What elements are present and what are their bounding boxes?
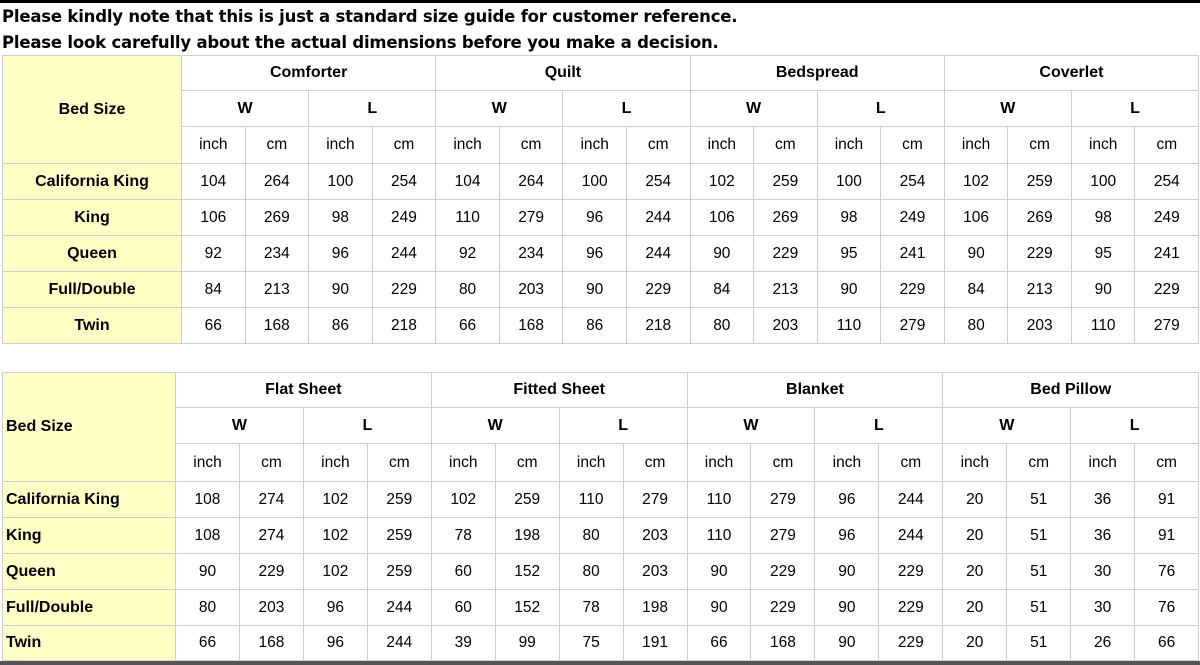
width-header: W xyxy=(687,408,815,444)
size-value-cell: 66 xyxy=(687,626,751,661)
size-value-cell: 241 xyxy=(881,236,945,272)
size-value-cell: 168 xyxy=(499,308,563,344)
size-value-cell: 229 xyxy=(1135,272,1199,308)
size-value-cell: 66 xyxy=(176,626,240,661)
size-value-cell: 110 xyxy=(817,308,881,344)
size-value-cell: 203 xyxy=(623,518,687,554)
bed-size-label: Queen xyxy=(3,554,176,590)
size-value-cell: 96 xyxy=(303,590,367,626)
size-value-cell: 30 xyxy=(1071,590,1135,626)
cm-unit-header: cm xyxy=(499,127,563,164)
length-header: L xyxy=(1071,91,1198,127)
size-value-cell: 78 xyxy=(559,590,623,626)
size-value-cell: 244 xyxy=(879,482,943,518)
category-coverlet-header: Coverlet xyxy=(944,56,1198,91)
size-value-cell: 279 xyxy=(751,482,815,518)
width-header: W xyxy=(176,408,304,444)
size-value-cell: 229 xyxy=(879,626,943,661)
cm-unit-header: cm xyxy=(751,444,815,482)
cm-unit-header: cm xyxy=(1135,444,1199,482)
size-value-cell: 90 xyxy=(815,590,879,626)
size-value-cell: 90 xyxy=(815,554,879,590)
size-table-sheets-blankets xyxy=(2,372,1199,661)
inch-unit-header: inch xyxy=(182,127,246,164)
size-value-cell: 234 xyxy=(499,236,563,272)
inch-unit-header: inch xyxy=(815,444,879,482)
size-value-cell: 229 xyxy=(239,554,303,590)
size-value-cell: 110 xyxy=(1071,308,1135,344)
size-value-cell: 203 xyxy=(623,554,687,590)
size-value-cell: 110 xyxy=(687,518,751,554)
size-value-cell: 90 xyxy=(815,626,879,661)
bed-size-label: California King xyxy=(3,482,176,518)
table-row xyxy=(3,164,1199,200)
size-guide-notes xyxy=(2,4,737,56)
size-value-cell: 36 xyxy=(1071,518,1135,554)
size-value-cell: 78 xyxy=(431,518,495,554)
size-value-cell: 279 xyxy=(751,518,815,554)
size-value-cell: 100 xyxy=(817,164,881,200)
size-value-cell: 168 xyxy=(245,308,309,344)
size-value-cell: 90 xyxy=(563,272,627,308)
inch-unit-header: inch xyxy=(309,127,373,164)
size-value-cell: 254 xyxy=(372,164,436,200)
size-value-cell: 66 xyxy=(182,308,246,344)
size-value-cell: 269 xyxy=(1008,200,1072,236)
size-value-cell: 51 xyxy=(1007,518,1071,554)
size-value-cell: 96 xyxy=(815,482,879,518)
size-value-cell: 269 xyxy=(754,200,818,236)
width-header: W xyxy=(944,91,1071,127)
size-value-cell: 168 xyxy=(751,626,815,661)
size-value-cell: 102 xyxy=(303,518,367,554)
cm-unit-header: cm xyxy=(367,444,431,482)
size-value-cell: 229 xyxy=(879,590,943,626)
category-comforter-header: Comforter xyxy=(182,56,436,91)
size-value-cell: 218 xyxy=(372,308,436,344)
top-border xyxy=(0,0,1200,3)
size-value-cell: 80 xyxy=(559,518,623,554)
size-value-cell: 259 xyxy=(754,164,818,200)
size-value-cell: 259 xyxy=(367,518,431,554)
size-value-cell: 80 xyxy=(176,590,240,626)
size-value-cell: 110 xyxy=(559,482,623,518)
size-value-cell: 90 xyxy=(690,236,754,272)
size-value-cell: 254 xyxy=(626,164,690,200)
size-value-cell: 229 xyxy=(751,590,815,626)
size-value-cell: 269 xyxy=(245,200,309,236)
table-row xyxy=(3,518,1199,554)
size-value-cell: 80 xyxy=(559,554,623,590)
table-row xyxy=(3,554,1199,590)
size-value-cell: 51 xyxy=(1007,626,1071,661)
size-value-cell: 102 xyxy=(690,164,754,200)
size-value-cell: 229 xyxy=(754,236,818,272)
size-value-cell: 20 xyxy=(943,482,1007,518)
size-value-cell: 110 xyxy=(436,200,500,236)
size-value-cell: 108 xyxy=(176,518,240,554)
dimension-header-row xyxy=(3,91,1199,127)
length-header: L xyxy=(559,408,687,444)
size-value-cell: 84 xyxy=(944,272,1008,308)
inch-unit-header: inch xyxy=(436,127,500,164)
size-value-cell: 104 xyxy=(436,164,500,200)
size-value-cell: 90 xyxy=(176,554,240,590)
bottom-border xyxy=(0,661,1200,665)
size-value-cell: 90 xyxy=(1071,272,1135,308)
size-value-cell: 20 xyxy=(943,554,1007,590)
width-header: W xyxy=(436,91,563,127)
category-bed-pillow-header: Bed Pillow xyxy=(943,373,1199,408)
note-line-1: Please kindly note that this is just a standard size guide for customer reference. xyxy=(2,7,738,26)
length-header: L xyxy=(309,91,436,127)
size-value-cell: 213 xyxy=(1008,272,1072,308)
category-quilt-header: Quilt xyxy=(436,56,690,91)
size-value-cell: 106 xyxy=(182,200,246,236)
size-value-cell: 91 xyxy=(1135,518,1199,554)
inch-unit-header: inch xyxy=(431,444,495,482)
size-value-cell: 96 xyxy=(815,518,879,554)
inch-unit-header: inch xyxy=(687,444,751,482)
table-row xyxy=(3,200,1199,236)
size-value-cell: 110 xyxy=(687,482,751,518)
size-value-cell: 234 xyxy=(245,236,309,272)
size-value-cell: 244 xyxy=(626,236,690,272)
unit-header-row xyxy=(3,127,1199,164)
size-value-cell: 229 xyxy=(626,272,690,308)
size-value-cell: 198 xyxy=(495,518,559,554)
length-header: L xyxy=(1071,408,1199,444)
bed-size-header: Bed Size xyxy=(3,56,182,164)
size-value-cell: 279 xyxy=(623,482,687,518)
size-value-cell: 241 xyxy=(1135,236,1199,272)
size-value-cell: 254 xyxy=(881,164,945,200)
size-value-cell: 75 xyxy=(559,626,623,661)
size-value-cell: 66 xyxy=(1135,626,1199,661)
size-value-cell: 229 xyxy=(879,554,943,590)
size-value-cell: 90 xyxy=(944,236,1008,272)
size-value-cell: 264 xyxy=(499,164,563,200)
category-fitted-sheet-header: Fitted Sheet xyxy=(431,373,687,408)
size-value-cell: 80 xyxy=(436,272,500,308)
table-row xyxy=(3,236,1199,272)
bed-size-label: Full/Double xyxy=(3,590,176,626)
dimension-header-row xyxy=(3,408,1199,444)
size-value-cell: 92 xyxy=(182,236,246,272)
width-header: W xyxy=(182,91,309,127)
size-value-cell: 39 xyxy=(431,626,495,661)
size-value-cell: 76 xyxy=(1135,590,1199,626)
size-value-cell: 100 xyxy=(309,164,373,200)
table-row xyxy=(3,308,1199,344)
size-value-cell: 20 xyxy=(943,518,1007,554)
size-value-cell: 96 xyxy=(563,236,627,272)
inch-unit-header: inch xyxy=(303,444,367,482)
size-value-cell: 259 xyxy=(495,482,559,518)
inch-unit-header: inch xyxy=(176,444,240,482)
unit-header-row xyxy=(3,444,1199,482)
size-value-cell: 108 xyxy=(176,482,240,518)
table-row xyxy=(3,482,1199,518)
size-value-cell: 99 xyxy=(495,626,559,661)
inch-unit-header: inch xyxy=(559,444,623,482)
size-value-cell: 26 xyxy=(1071,626,1135,661)
size-value-cell: 264 xyxy=(245,164,309,200)
cm-unit-header: cm xyxy=(245,127,309,164)
bed-size-label: Twin xyxy=(3,308,182,344)
size-value-cell: 86 xyxy=(563,308,627,344)
size-value-cell: 80 xyxy=(944,308,1008,344)
size-value-cell: 102 xyxy=(944,164,1008,200)
inch-unit-header: inch xyxy=(943,444,1007,482)
size-value-cell: 244 xyxy=(879,518,943,554)
cm-unit-header: cm xyxy=(372,127,436,164)
width-header: W xyxy=(943,408,1071,444)
size-value-cell: 102 xyxy=(303,554,367,590)
size-value-cell: 98 xyxy=(817,200,881,236)
size-value-cell: 244 xyxy=(367,626,431,661)
size-value-cell: 168 xyxy=(239,626,303,661)
size-value-cell: 100 xyxy=(563,164,627,200)
size-value-cell: 96 xyxy=(303,626,367,661)
size-value-cell: 90 xyxy=(687,554,751,590)
length-header: L xyxy=(303,408,431,444)
size-value-cell: 95 xyxy=(1071,236,1135,272)
size-value-cell: 229 xyxy=(881,272,945,308)
table-row xyxy=(3,590,1199,626)
size-value-cell: 100 xyxy=(1071,164,1135,200)
size-value-cell: 203 xyxy=(499,272,563,308)
size-value-cell: 244 xyxy=(367,590,431,626)
size-value-cell: 203 xyxy=(1008,308,1072,344)
size-value-cell: 96 xyxy=(563,200,627,236)
bed-size-label: Full/Double xyxy=(3,272,182,308)
cm-unit-header: cm xyxy=(1008,127,1072,164)
size-value-cell: 191 xyxy=(623,626,687,661)
cm-unit-header: cm xyxy=(495,444,559,482)
cm-unit-header: cm xyxy=(881,127,945,164)
size-value-cell: 279 xyxy=(499,200,563,236)
inch-unit-header: inch xyxy=(817,127,881,164)
size-value-cell: 76 xyxy=(1135,554,1199,590)
cm-unit-header: cm xyxy=(879,444,943,482)
size-value-cell: 249 xyxy=(881,200,945,236)
size-value-cell: 51 xyxy=(1007,590,1071,626)
size-value-cell: 30 xyxy=(1071,554,1135,590)
size-value-cell: 203 xyxy=(754,308,818,344)
table-row xyxy=(3,272,1199,308)
size-value-cell: 98 xyxy=(309,200,373,236)
size-value-cell: 229 xyxy=(751,554,815,590)
size-value-cell: 84 xyxy=(182,272,246,308)
size-value-cell: 86 xyxy=(309,308,373,344)
size-value-cell: 244 xyxy=(626,200,690,236)
size-value-cell: 254 xyxy=(1135,164,1199,200)
size-value-cell: 60 xyxy=(431,554,495,590)
size-value-cell: 249 xyxy=(372,200,436,236)
size-value-cell: 36 xyxy=(1071,482,1135,518)
size-value-cell: 95 xyxy=(817,236,881,272)
size-value-cell: 274 xyxy=(239,482,303,518)
size-value-cell: 152 xyxy=(495,554,559,590)
length-header: L xyxy=(815,408,943,444)
bed-size-label: Queen xyxy=(3,236,182,272)
size-value-cell: 259 xyxy=(1008,164,1072,200)
size-value-cell: 274 xyxy=(239,518,303,554)
size-value-cell: 259 xyxy=(367,554,431,590)
length-header: L xyxy=(817,91,944,127)
width-header: W xyxy=(690,91,817,127)
size-value-cell: 102 xyxy=(303,482,367,518)
inch-unit-header: inch xyxy=(1071,127,1135,164)
size-value-cell: 84 xyxy=(690,272,754,308)
size-value-cell: 51 xyxy=(1007,482,1071,518)
inch-unit-header: inch xyxy=(690,127,754,164)
size-value-cell: 91 xyxy=(1135,482,1199,518)
cm-unit-header: cm xyxy=(754,127,818,164)
size-value-cell: 279 xyxy=(881,308,945,344)
size-value-cell: 66 xyxy=(436,308,500,344)
size-value-cell: 80 xyxy=(690,308,754,344)
size-value-cell: 203 xyxy=(239,590,303,626)
inch-unit-header: inch xyxy=(1071,444,1135,482)
bed-size-label: California King xyxy=(3,164,182,200)
size-value-cell: 106 xyxy=(690,200,754,236)
size-value-cell: 60 xyxy=(431,590,495,626)
cm-unit-header: cm xyxy=(623,444,687,482)
cm-unit-header: cm xyxy=(1135,127,1199,164)
size-value-cell: 90 xyxy=(687,590,751,626)
category-blanket-header: Blanket xyxy=(687,373,943,408)
size-value-cell: 102 xyxy=(431,482,495,518)
inch-unit-header: inch xyxy=(944,127,1008,164)
category-bedspread-header: Bedspread xyxy=(690,56,944,91)
bed-size-label: Twin xyxy=(3,626,176,661)
category-header-row xyxy=(3,373,1199,408)
size-value-cell: 229 xyxy=(372,272,436,308)
size-value-cell: 51 xyxy=(1007,554,1071,590)
size-value-cell: 98 xyxy=(1071,200,1135,236)
size-value-cell: 20 xyxy=(943,590,1007,626)
length-header: L xyxy=(563,91,690,127)
bed-size-label: King xyxy=(3,518,176,554)
size-value-cell: 90 xyxy=(817,272,881,308)
table-row xyxy=(3,626,1199,661)
size-value-cell: 152 xyxy=(495,590,559,626)
category-flat-sheet-header: Flat Sheet xyxy=(176,373,432,408)
note-line-2: Please look carefully about the actual dimensions before you make a decision. xyxy=(2,33,719,52)
size-value-cell: 249 xyxy=(1135,200,1199,236)
size-value-cell: 96 xyxy=(309,236,373,272)
size-value-cell: 229 xyxy=(1008,236,1072,272)
size-value-cell: 259 xyxy=(367,482,431,518)
size-value-cell: 244 xyxy=(372,236,436,272)
cm-unit-header: cm xyxy=(626,127,690,164)
bed-size-label: King xyxy=(3,200,182,236)
category-header-row xyxy=(3,56,1199,91)
bed-size-header: Bed Size xyxy=(3,373,176,482)
size-value-cell: 213 xyxy=(245,272,309,308)
size-value-cell: 106 xyxy=(944,200,1008,236)
size-value-cell: 218 xyxy=(626,308,690,344)
size-value-cell: 104 xyxy=(182,164,246,200)
cm-unit-header: cm xyxy=(1007,444,1071,482)
cm-unit-header: cm xyxy=(239,444,303,482)
size-value-cell: 90 xyxy=(309,272,373,308)
size-value-cell: 213 xyxy=(754,272,818,308)
width-header: W xyxy=(431,408,559,444)
size-table-bedding xyxy=(2,55,1199,344)
size-value-cell: 20 xyxy=(943,626,1007,661)
size-value-cell: 92 xyxy=(436,236,500,272)
size-value-cell: 198 xyxy=(623,590,687,626)
inch-unit-header: inch xyxy=(563,127,627,164)
size-value-cell: 279 xyxy=(1135,308,1199,344)
